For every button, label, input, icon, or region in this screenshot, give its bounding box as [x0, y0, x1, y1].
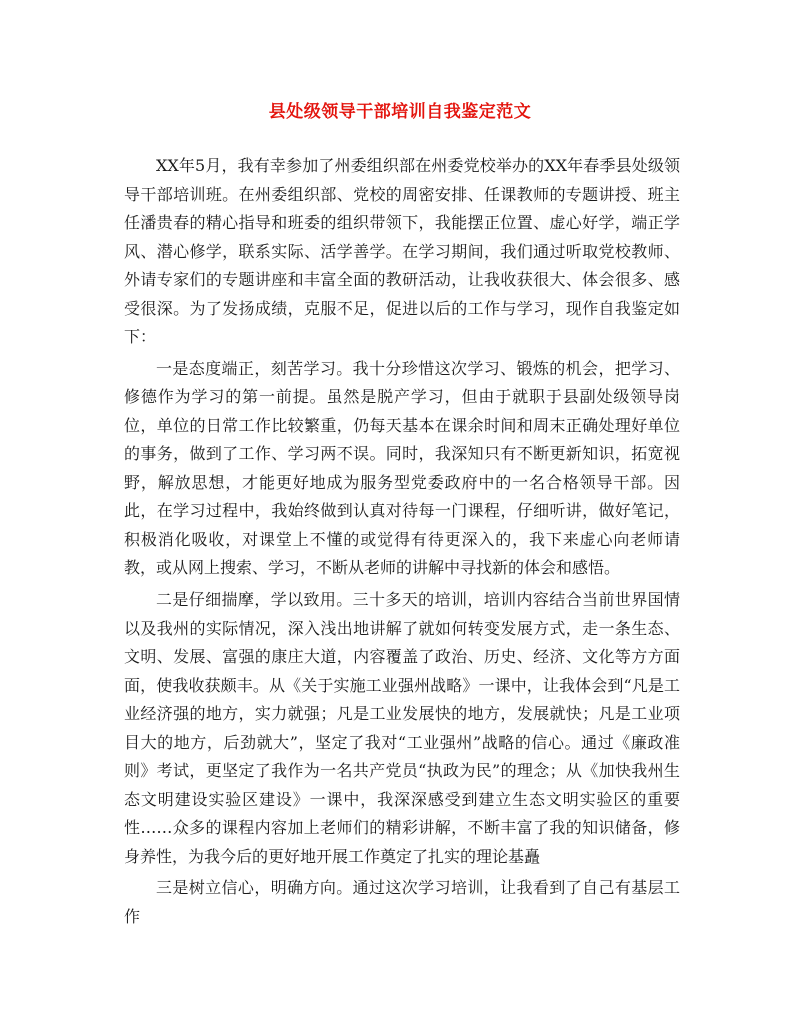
paragraph-confidence: 三是树立信心，明确方向。通过这次学习培训，让我看到了自己有基层工作 [124, 878, 680, 926]
paragraph-application: 二是仔细揣摩，学以致用。三十多天的培训，培训内容结合当前世界国情以及我州的实际情况，深入浅出地讲解了就如何转变发展方式，走一条生态、文明、发展、富强的康庄大道，内容覆盖了政治、历史、经济、文化等方方面面，使我收获颇丰。从《关于实施工业强州战略》一课中，让我体会到“凡是工业经济强的地方，实力就强；凡是工业发展快的地方，发展就快；凡是工业项目大的地方，后劲就大”，坚定了我对“工业强州”战略的信心。通过《廉政准则》考试，更坚定了我作为一名共产党员“执政为民”的理念；从《加快我州生态文明建设实验区建设》一课中，我深深感受到建立生态文明实验区的重要性……众多的课程内容加上老师们的精彩讲解，不断丰富了我的知识储备，修身养性，为我今后的更好地开展工作奠定了扎实的理论基矗 [124, 590, 680, 866]
document-body [124, 152, 680, 935]
paragraph-attitude: 一是态度端正，刻苦学习。我十分珍惜这次学习、锻炼的机会，把学习、修德作为学习的第一前提。虽然是脱产学习，但由于就职于县副处级领导岗位，单位的日常工作比较繁重，仍每天基本在课余时间和周末正确处理好单位的事务，做到了工作、学习两不误。同时，我深知只有不断更新知识，拓宽视野，解放思想，才能更好地成为服务型党委政府中的一名合格领导干部。因此，在学习过程中，我始终做到认真对待每一门课程，仔细听讲，做好笔记，积极消化吸收，对课堂上不懂的或觉得有待更深入的，我下来虚心向老师请教，或从网上搜索、学习，不断从老师的讲解中寻找新的体会和感悟。 [124, 358, 680, 578]
document-title: 县处级领导干部培训自我鉴定范文 [268, 102, 532, 122]
paragraph-intro: XX年5月，我有幸参加了州委组织部在州委党校举办的XX年春季县处级领导干部培训班。在州委组织部、党校的周密安排、任课教师的专题讲授、班主任潘贵春的精心指导和班委的组织带领下，我能摆正位置、虚心好学，端正学风、潜心修学，联系实际、活学善学。在学习期间，我们通过听取党校教师、外请专家们的专题讲座和丰富全面的教研活动，让我收获很大、体会很多、感受很深。为了发扬成绩，克服不足，促进以后的工作与学习，现作自我鉴定如下： [124, 156, 680, 346]
